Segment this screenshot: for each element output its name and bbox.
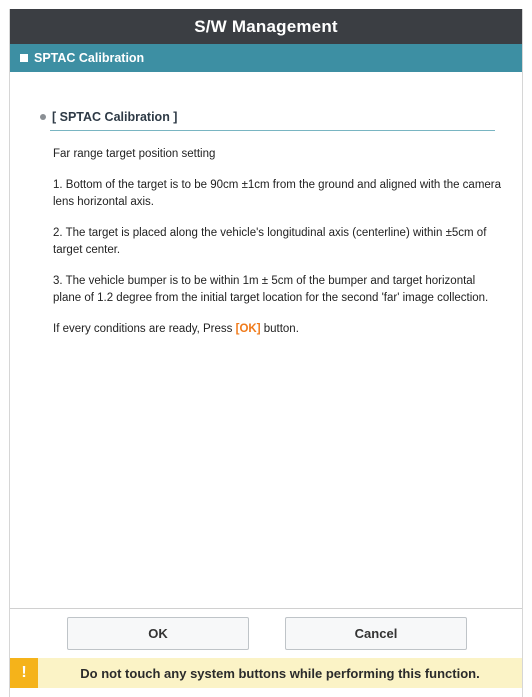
button-bar [10, 608, 522, 658]
section-title: [ SPTAC Calibration ] [52, 110, 178, 124]
subheader-bar [10, 44, 522, 72]
final-prefix: If every conditions are ready, Press [53, 323, 233, 335]
subheader-label: SPTAC Calibration [34, 51, 145, 65]
final-suffix: button. [263, 323, 299, 335]
instruction-final [53, 321, 503, 338]
instruction-intro: Far range target position setting [53, 148, 216, 160]
instruction-step-1: 1. Bottom of the target is to be 90cm ±1cm from the ground and aligned with the camera lens horizontal axis. [53, 179, 502, 208]
window-title: S/W Management [10, 9, 522, 44]
section-heading [40, 110, 177, 124]
instruction-step-2: 2. The target is placed along the vehicle's longitudinal axis (centerline) within ±5cm of target center. [53, 227, 487, 256]
app-frame [9, 9, 523, 697]
instruction-step-3: 3. The vehicle bumper is to be within 1m ± 5cm of the bumper and target horizontal plane of 1.2 degree from the initial target location for the second 'far' image collection. [53, 275, 489, 304]
section-divider [50, 130, 495, 131]
ok-button[interactable]: OK [67, 617, 249, 650]
bullet-dot-icon [40, 114, 46, 120]
warning-text: Do not touch any system buttons while performing this function. [80, 665, 480, 681]
square-bullet-icon [20, 54, 28, 62]
warning-icon: ! [10, 658, 38, 688]
warning-banner [10, 658, 522, 688]
cancel-button[interactable]: Cancel [285, 617, 467, 650]
content-panel [10, 72, 522, 618]
ok-highlight: [OK] [235, 323, 261, 335]
instructions [53, 146, 503, 352]
